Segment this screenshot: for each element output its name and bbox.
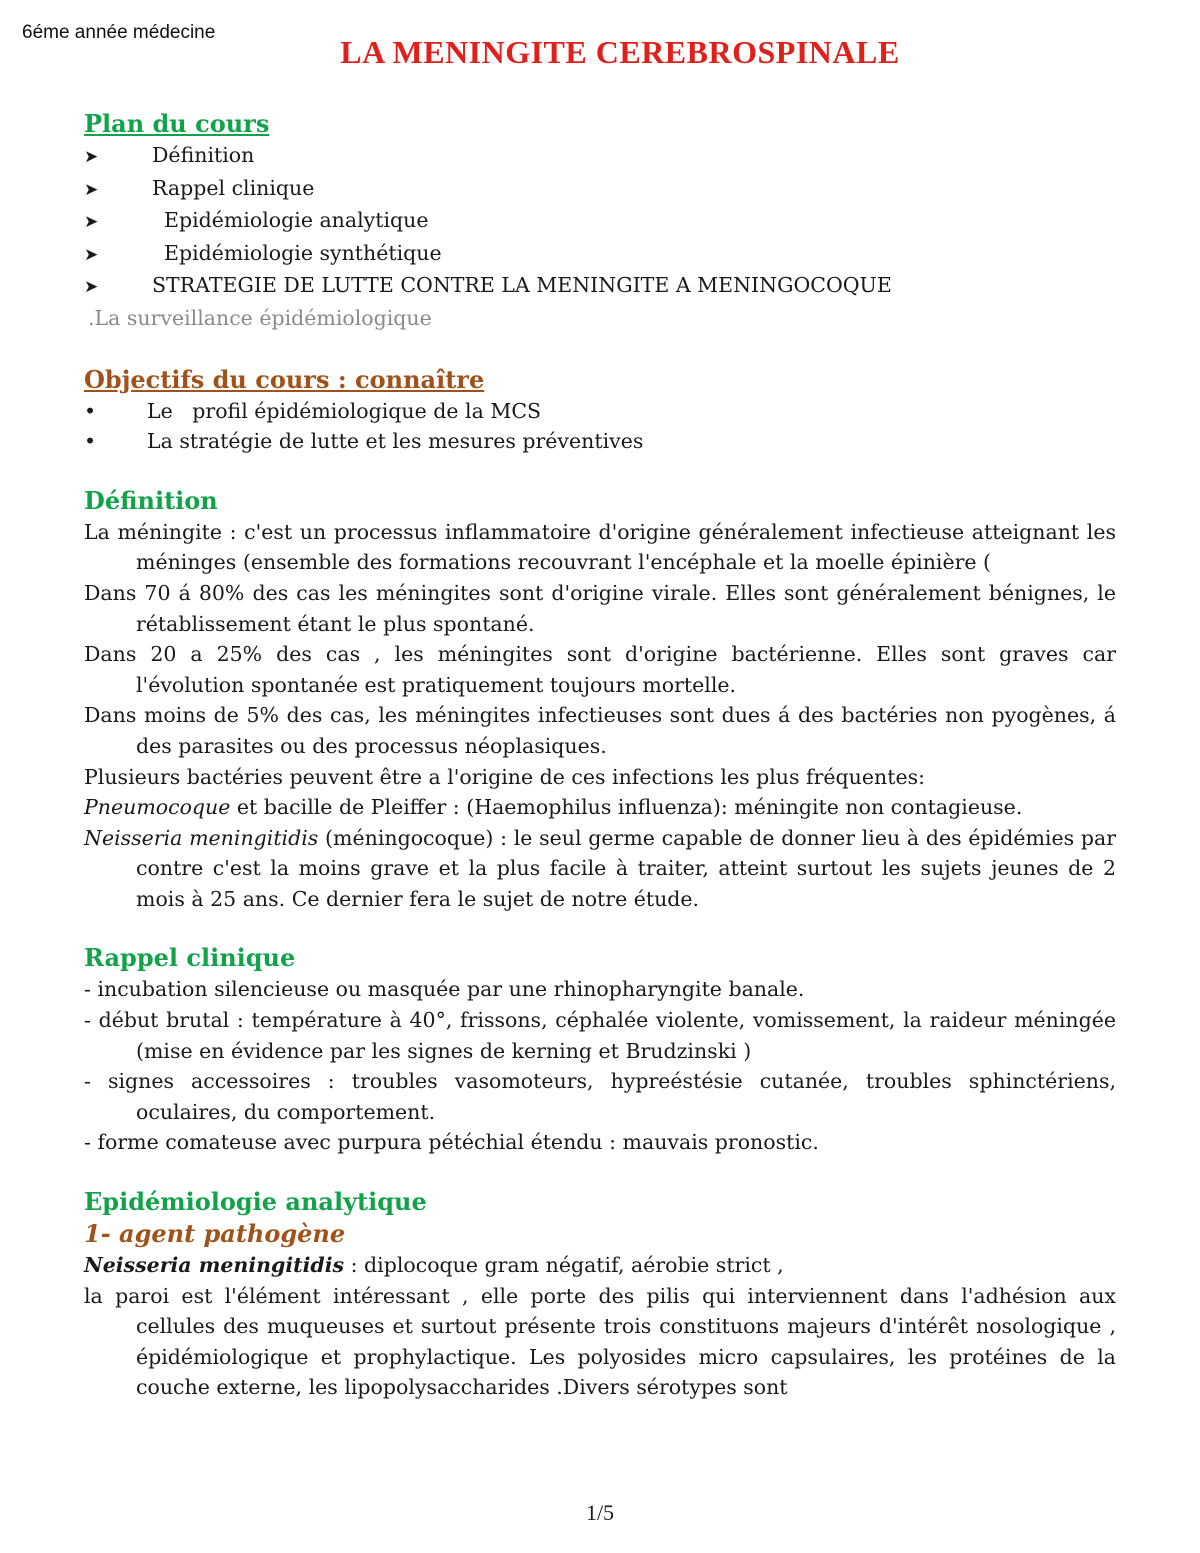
agent-pathogene-subheading: 1- agent pathogène <box>84 1219 346 1249</box>
definition-paragraph: Dans moins de 5% des cas, les méningites infectieuses sont dues á des bactéries non pyogènes, á des parasites ou des processus néoplasiques. <box>84 703 1116 758</box>
species-name: Pneumocoque <box>84 795 231 820</box>
arrow-bullet-icon: ➤ <box>84 244 99 265</box>
objectif-item: • Le profil épidémiologique de la MCS <box>84 396 1116 427</box>
plan-item: ➤ Rappel clinique <box>84 173 1116 206</box>
species-name: Neisseria meningitidis <box>84 825 319 850</box>
bullet-dot-icon: • <box>84 398 97 423</box>
plan-item: ➤ Epidémiologie synthétique <box>84 238 1116 271</box>
objectif-item: • La stratégie de lutte et les mesures préventives <box>84 426 1116 457</box>
arrow-bullet-icon: ➤ <box>84 179 99 200</box>
plan-item: ➤ STRATEGIE DE LUTTE CONTRE LA MENINGITE A MENINGOCOQUE <box>84 270 1116 303</box>
definition-paragraph: Neisseria meningitidis (méningocoque) : le seul germe capable de donner lieu à des épidémies par contre c'est la moins grave et la plus facile à traiter, atteint surtout les sujets jeunes de 2 mois à 25 ans. Ce dernier fera le sujet de notre étude. <box>84 825 1116 911</box>
header-note: 6éme année médecine <box>22 22 216 43</box>
epidemiologie-paragraph: la paroi est l'élément intéressant , elle porte des pilis qui interviennent dans l'adhésion aux cellules des muqueuses et surtout présente trois constituons majeurs d'intérêt nosologique , épidémiologique et prophylactique. Les polyosides micro capsulaires, les protéines de la couche externe, les lipopolysaccharides .Divers sérotypes sont <box>84 1283 1116 1400</box>
arrow-bullet-icon: ➤ <box>84 147 99 167</box>
rappel-item: - signes accessoires : troubles vasomoteurs, hypreéstésie cutanée, troubles sphinctériens, oculaires, du comportement. <box>84 1069 1116 1124</box>
page-number: 1/5 <box>585 1500 615 1525</box>
rappel-item: - incubation silencieuse ou masquée par une rhinopharyngite banale. <box>84 977 805 1002</box>
bullet-dot-icon: • <box>84 429 97 454</box>
plan-item: ➤ Définition <box>84 140 1116 173</box>
arrow-bullet-icon: ➤ <box>84 277 99 298</box>
definition-paragraph: Dans 20 a 25% des cas , les méningites sont d'origine bactérienne. Elles sont graves car l'évolution spontanée est pratiquement toujours mortelle. <box>84 642 1116 697</box>
document-body <box>84 108 1116 1403</box>
rappel-item: - forme comateuse avec purpura pétéchial étendu : mauvais pronostic. <box>84 1130 819 1155</box>
objectifs-heading: Objectifs du cours : connaître <box>84 364 485 394</box>
definition-paragraph: Plusieurs bactéries peuvent être a l'origine de ces infections les plus fréquentes: <box>84 764 926 789</box>
definition-paragraph: Dans 70 á 80% des cas les méningites sont d'origine virale. Elles sont généralement bénignes, le rétablissement étant le plus spontané. <box>84 580 1116 636</box>
rappel-heading: Rappel clinique <box>84 943 296 973</box>
epidemiologie-heading: Epidémiologie analytique <box>84 1187 427 1217</box>
plan-heading: Plan du cours <box>84 109 270 138</box>
definition-paragraph: La méningite : c'est un processus inflammatoire d'origine généralement infectieuse atteignant les méninges (ensemble des formations recouvrant l'encéphale et la moelle épinière ( <box>84 519 1116 575</box>
document-title: LA MENINGITE CEREBROSPINALE <box>340 34 900 70</box>
definition-paragraph: Pneumocoque et bacille de Pleiffer : (Haemophilus influenza): méningite non contagieuse. <box>84 795 1023 820</box>
arrow-bullet-icon: ➤ <box>84 212 99 233</box>
definition-heading: Définition <box>84 485 218 515</box>
plan-subitem: .La surveillance épidémiologique <box>88 305 432 330</box>
rappel-item: - début brutal : température à 40°, frissons, céphalée violente, vomissement, la raideur méningée (mise en évidence par les signes de kerning et Brudzinski ) <box>84 1008 1116 1063</box>
plan-item: ➤ Epidémiologie analytique <box>84 205 1116 238</box>
epidemiologie-line: Neisseria meningitidis : diplocoque gram négatif, aérobie strict , <box>84 1253 784 1278</box>
species-name: Neisseria meningitidis <box>84 1253 345 1278</box>
